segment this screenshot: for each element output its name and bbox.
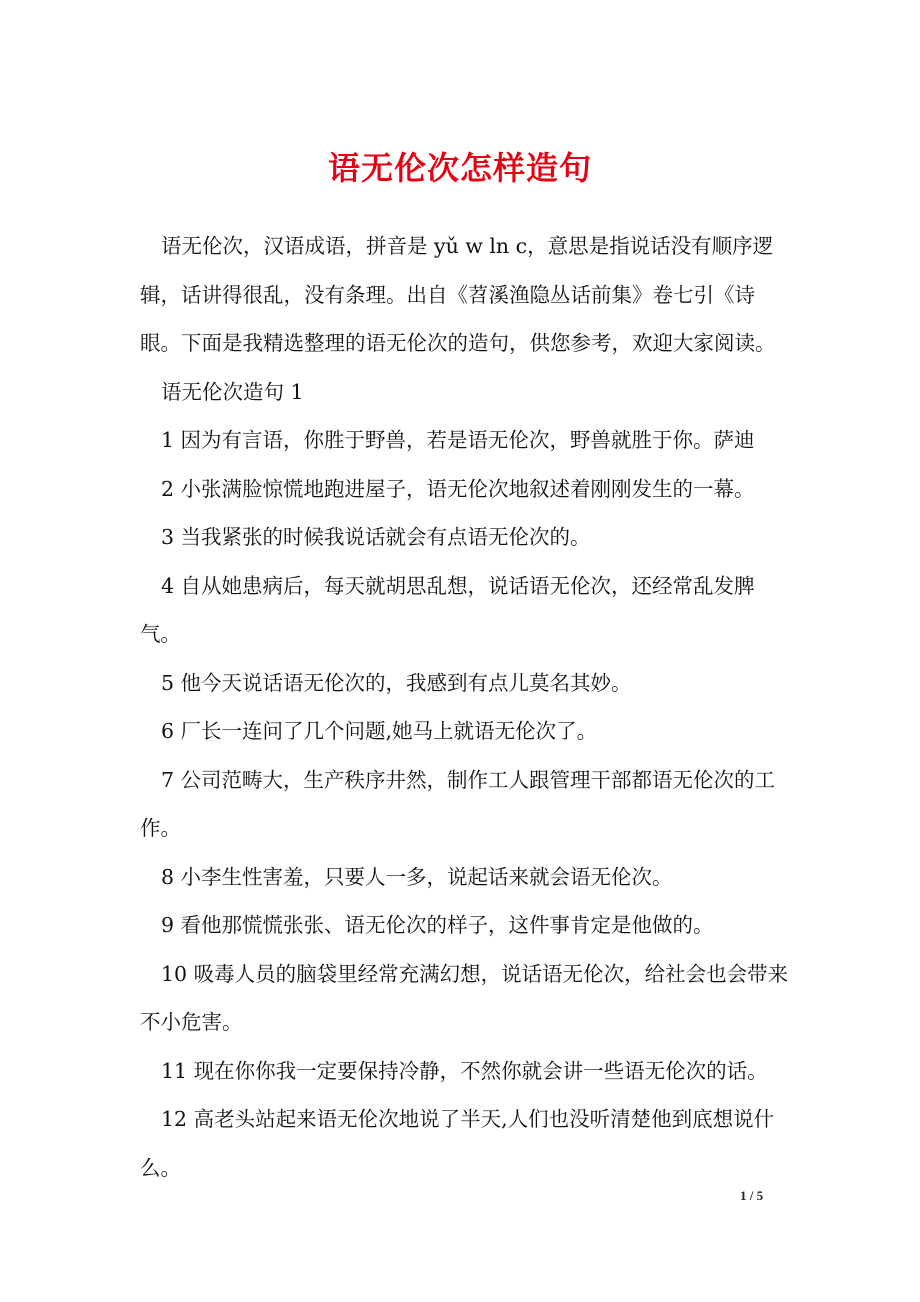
sentence-item: 8 小李生性害羞，只要人一多，说起话来就会语无伦次。 [161,864,673,889]
sentence-item: 3 当我紧张的时候我说话就会有点语无伦次的。 [161,525,591,549]
sentence-item: 11 现在你你我一定要保持冷静，不然你就会讲一些语无伦次的话。 [161,1058,768,1083]
sentence-item: 12 高老头站起来语无伦次地说了半天,人们也没听清楚他到底想说什么。 [140,1107,775,1180]
section-heading: 语无伦次造句 1 [161,379,304,404]
sentence-item: 1 因为有言语，你胜于野兽，若是语无伦次，野兽就胜于你。萨迪 [161,428,755,452]
sentence-item: 9 看他那慌慌张张、语无伦次的样子，这件事肯定是他做的。 [161,913,714,937]
sentence-item: 2 小张满脸惊慌地跑进屋子，语无伦次地叙述着刚刚发生的一幕。 [161,476,755,501]
sentence-item: 7 公司范畴大，生产秩序井然，制作工人跟管理干部都语无伦次的工作。 [140,767,776,840]
sentence-item: 5 他今天说话语无伦次的，我感到有点儿莫名其妙。 [161,670,632,695]
sentence-item: 10 吸毒人员的脑袋里经常充满幻想，说话语无伦次，给社会也会带来不小危害。 [140,961,789,1034]
page-number: 1 / 5 [740,1188,764,1203]
sentence-item: 6 厂长一连问了几个问题,她马上就语无伦次了。 [161,719,598,743]
sentence-item: 4 自从她患病后，每天就胡思乱想，说话语无伦次，还经常乱发脾气。 [140,573,755,646]
intro-paragraph: 语无伦次，汉语成语，拼音是 yǔ w ln c，意思是指说话没有顺序逻辑，话讲得很乱，没有条理。出自《苕溪渔隐丛话前集》卷七引《诗眼。下面是我精选整理的语无伦次的造句，供您参考，欢迎大家阅读。 [140,234,776,355]
document-title: 语无伦次怎样造句 [327,149,592,187]
document-body [140,222,790,1192]
